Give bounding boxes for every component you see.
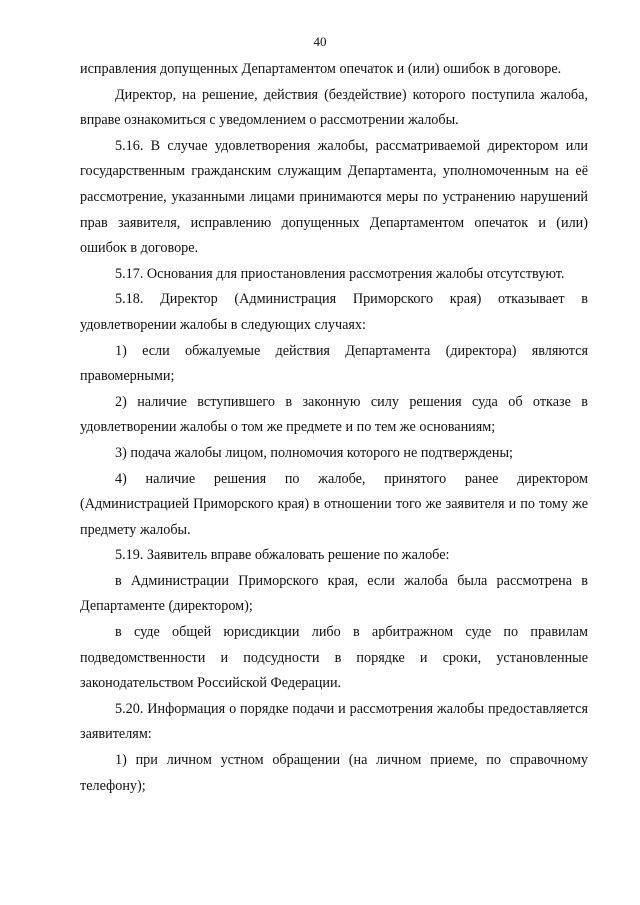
paragraph: 5.20. Информация о порядке подачи и рассмотрения жалобы предоставляется заявителям: (80, 700, 588, 743)
paragraph: 5.17. Основания для приостановления рассмотрения жалобы отсутствуют. (115, 265, 565, 282)
paragraph: Директор, на решение, действия (бездействие) которого поступила жалоба, вправе ознакомиться с уведомлением о рассмотрении жалобы. (80, 86, 588, 129)
paragraph: 1) при личном устном обращении (на личном приеме, по справочному телефону); (80, 752, 588, 794)
paragraph: в суде общей юрисдикции либо в арбитражном суде по правилам подведомственности и подсудности в порядке и сроки, установленные законодательством Российской Федерации. (80, 624, 588, 692)
paragraph: 3) подача жалобы лицом, полномочия которого не подтверждены; (115, 444, 513, 461)
paragraph: 5.18. Директор (Администрация Приморского края) отказывает в удовлетворении жалобы в следующих случаях: (80, 291, 588, 333)
page-number: 40 (313, 34, 327, 49)
paragraph: в Администрации Приморского края, если жалоба была рассмотрена в Департаменте (директором); (80, 572, 588, 615)
paragraph: 2) наличие вступившего в законную силу решения суда об отказе в удовлетворении жалобы о том же предмете и по тем же основаниям; (80, 393, 588, 436)
document-body (80, 57, 588, 799)
paragraph: 5.19. Заявитель вправе обжаловать решение по жалобе: (115, 547, 450, 564)
paragraph: исправления допущенных Департаментом опечаток и (или) ошибок в договоре. (80, 61, 562, 77)
paragraph: 5.16. В случае удовлетворения жалобы, рассматриваемой директором или государственным гражданским служащим Департамента, уполномоченным на её рассмотрение, указанными лицами принимаются меры по устранению нарушений прав заявителя, исправлению допущенных Департаментом опечаток и (или) ошибок в договоре. (80, 137, 588, 257)
paragraph: 1) если обжалуемые действия Департамента (директора) являются правомерными; (80, 342, 588, 385)
paragraph: 4) наличие решения по жалобе, принятого ранее директором (Администрацией Приморского края) в отношении того же заявителя и по тому же предмету жалобы. (80, 470, 588, 538)
